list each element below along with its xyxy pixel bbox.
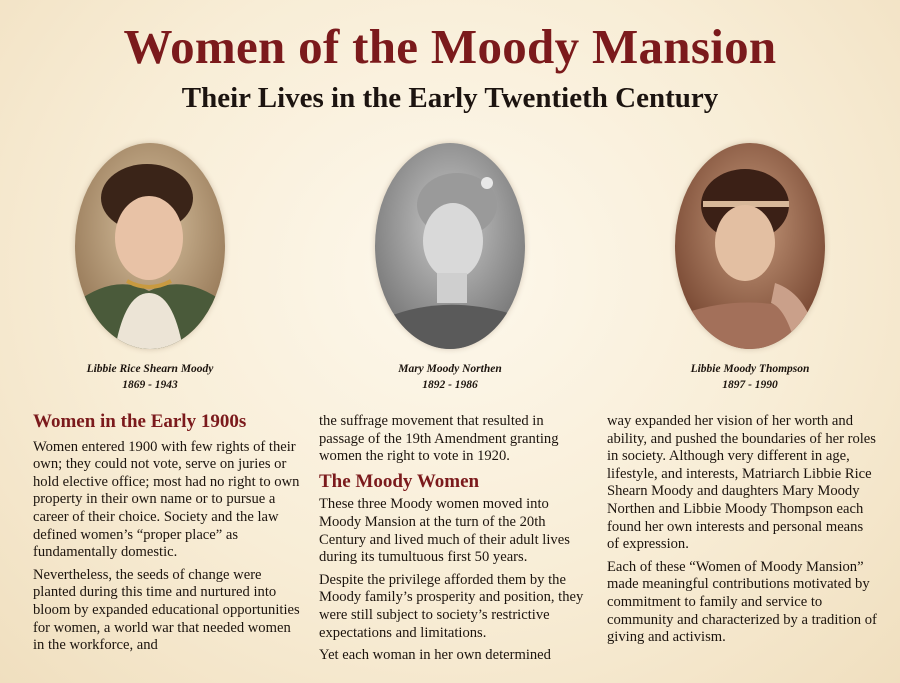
paragraph: Yet each woman in her own determined bbox=[319, 647, 551, 664]
portrait-name: Libbie Moody Thompson bbox=[690, 363, 810, 375]
portrait-name: Libbie Rice Shearn Moody bbox=[86, 363, 214, 375]
page-subtitle: Their Lives in the Early Twentieth Century bbox=[181, 82, 719, 114]
column-women-early-1900s bbox=[33, 413, 303, 660]
portrait-libbie-rice-shearn-moody bbox=[75, 143, 225, 349]
portrait-years: 1892 - 1986 bbox=[422, 379, 478, 391]
caption-libbie-rice-shearn-moody bbox=[30, 361, 270, 393]
column-right bbox=[607, 413, 877, 652]
paragraph: the suffrage movement that resulted in passage of the 19th Amendment granting women the right to vote in 1920. bbox=[319, 413, 559, 465]
paragraph: Nevertheless, the seeds of change were planted during this time and nurtured into bloom by expanded educational opportunities for women, a world war that needed women in the workforce, and bbox=[33, 566, 300, 654]
paragraph: These three Moody women moved into Moody Mansion at the turn of the 20th Century and lived much of their adult lives during its tumultuous first 50 years. bbox=[319, 496, 570, 566]
paragraph: Despite the privilege afforded them by the Moody family’s prosperity and position, they were still subject to society’s restrictive expectations and limitations. bbox=[319, 571, 584, 641]
paragraph: way expanded her vision of her worth and ability, and pushed the boundaries of her roles in society. Although very different in age, lifestyle, and interests, Matriarch Libbie Rice Shearn Moody and daughters Mary Moody Northen and Libbie Moody Thompson each found her own interests and personal means of expression. bbox=[607, 413, 876, 553]
portrait-years: 1897 - 1990 bbox=[722, 379, 778, 391]
section-heading-women-early-1900s: Women in the Early 1900s bbox=[33, 411, 247, 432]
paragraph: Each of these “Women of Moody Mansion” made meaningful contributions motivated by commitment to family and service to community and characterized by a tradition of giving and activism. bbox=[607, 558, 877, 646]
caption-libbie-moody-thompson bbox=[630, 361, 870, 393]
page-title: Women of the Moody Mansion bbox=[123, 19, 777, 74]
portrait-years: 1869 - 1943 bbox=[122, 379, 178, 391]
paragraph: Women entered 1900 with few rights of their own; they could not vote, serve on juries or hold elective office; most had no right to own property in their own name or to pursue a career of their choice. Society and the law defined women’s “proper place” as fundamentally domestic. bbox=[33, 438, 300, 561]
portrait-libbie-moody-thompson bbox=[675, 143, 825, 349]
portrait-mary-moody-northen bbox=[375, 143, 525, 349]
section-heading-moody-women: The Moody Women bbox=[319, 470, 480, 492]
caption-mary-moody-northen bbox=[330, 361, 570, 393]
column-moody-women bbox=[319, 413, 589, 670]
portrait-name: Mary Moody Northen bbox=[398, 363, 502, 375]
